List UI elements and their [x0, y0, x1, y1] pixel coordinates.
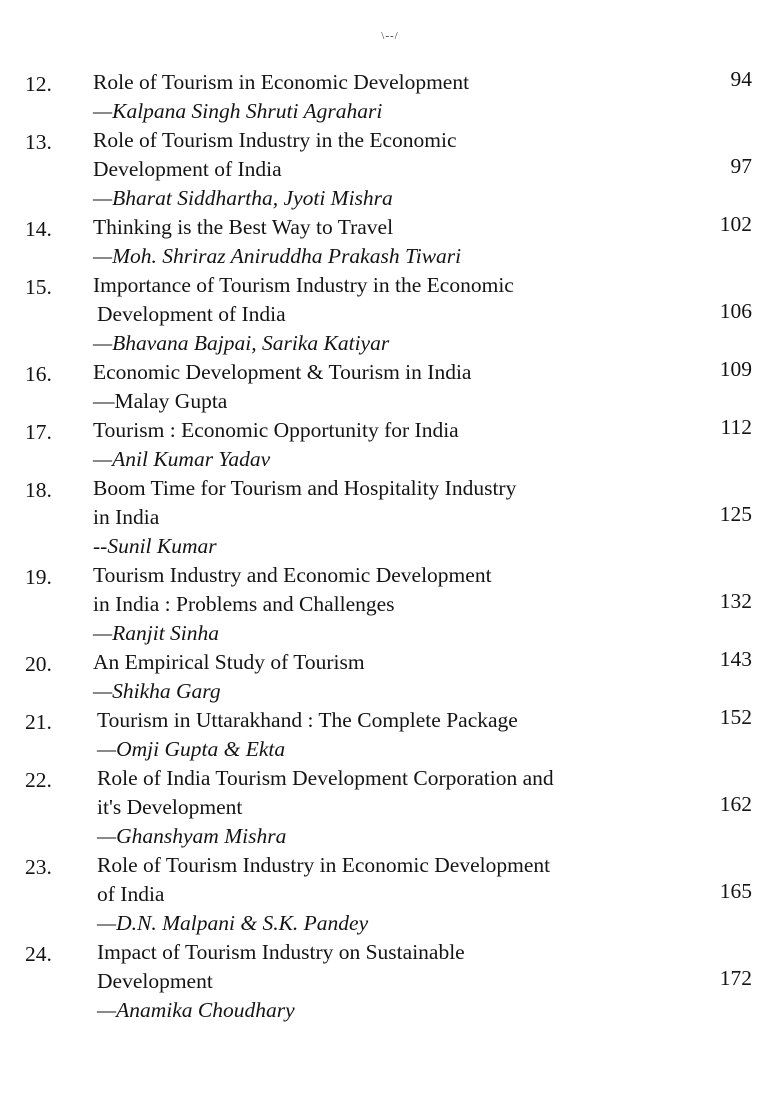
entry-author: —Ghanshyam Mishra: [97, 824, 287, 848]
toc-entry: [0, 561, 780, 648]
entry-page-number: 143: [719, 647, 752, 671]
entry-title-line[interactable]: Tourism : Economic Opportunity for India: [93, 418, 459, 442]
entry-title-line[interactable]: Role of Tourism in Economic Development: [93, 70, 470, 94]
entry-title-line[interactable]: Economic Development & Tourism in India: [93, 360, 472, 384]
toc-entry: [0, 851, 780, 938]
entry-author: —Anil Kumar Yadav: [93, 447, 271, 471]
entry-number: 22.: [25, 768, 52, 792]
entry-title-line[interactable]: Thinking is the Best Way to Travel: [93, 215, 394, 239]
entry-page-number: 152: [719, 705, 752, 729]
toc-entry: [0, 706, 780, 764]
toc-entry: [0, 938, 780, 1025]
toc-entry: [0, 764, 780, 851]
entry-page-number: 112: [720, 415, 752, 439]
entry-title-line[interactable]: Role of Tourism Industry in the Economic: [93, 128, 457, 152]
entry-page-number: 125: [719, 502, 752, 526]
entry-page-number: 97: [730, 154, 752, 178]
entry-title-line[interactable]: it's Development: [97, 795, 243, 819]
entry-number: 24.: [25, 942, 52, 966]
entry-number: 17.: [25, 420, 52, 444]
entry-title-line[interactable]: Impact of Tourism Industry on Sustainable: [97, 940, 465, 964]
entry-number: 14.: [25, 217, 52, 241]
entry-title-line[interactable]: Role of India Tourism Development Corporation and: [97, 766, 554, 790]
entry-page-number: 132: [719, 589, 752, 613]
entry-title-line[interactable]: Development of India: [97, 302, 286, 326]
page-number-mark: \--/: [381, 30, 399, 42]
entry-author: —D.N. Malpani & S.K. Pandey: [97, 911, 369, 935]
entry-page-number: 165: [719, 879, 752, 903]
toc-entry: [0, 213, 780, 271]
toc-entry: [0, 358, 780, 416]
entry-title-line[interactable]: of India: [97, 882, 165, 906]
entry-author: —Omji Gupta & Ekta: [97, 737, 286, 761]
entry-title-line[interactable]: Tourism in Uttarakhand : The Complete Package: [97, 708, 518, 732]
entry-title-line[interactable]: in India: [93, 505, 160, 529]
entry-author: —Shikha Garg: [93, 679, 221, 703]
entry-number: 21.: [25, 710, 52, 734]
entry-title-line[interactable]: Development of India: [93, 157, 282, 181]
toc-entry: [0, 474, 780, 561]
entry-author: --Sunil Kumar: [93, 534, 217, 558]
toc-entry: [0, 126, 780, 213]
entry-number: 20.: [25, 652, 52, 676]
entry-title-line[interactable]: in India : Problems and Challenges: [93, 592, 395, 616]
entry-number: 12.: [25, 72, 52, 96]
entry-author: —Bhavana Bajpai, Sarika Katiyar: [93, 331, 390, 355]
entry-title-line[interactable]: Tourism Industry and Economic Development: [93, 563, 492, 587]
entry-author: —Ranjit Sinha: [93, 621, 220, 645]
entry-title-line[interactable]: Role of Tourism Industry in Economic Development: [97, 853, 551, 877]
entry-page-number: 106: [719, 299, 752, 323]
entry-page-number: 162: [719, 792, 752, 816]
entry-author: —Bharat Siddhartha, Jyoti Mishra: [93, 186, 393, 210]
entry-number: 19.: [25, 565, 52, 589]
entry-title-line[interactable]: Importance of Tourism Industry in the Economic: [93, 273, 514, 297]
entry-title-line[interactable]: An Empirical Study of Tourism: [93, 650, 365, 674]
table-of-contents: [0, 68, 780, 1025]
entry-author: —Moh. Shriraz Aniruddha Prakash Tiwari: [93, 244, 462, 268]
entry-number: 15.: [25, 275, 52, 299]
entry-page-number: 172: [719, 966, 752, 990]
entry-author: —Malay Gupta: [93, 389, 228, 413]
entry-number: 13.: [25, 130, 52, 154]
toc-entry: [0, 416, 780, 474]
toc-entry: [0, 271, 780, 358]
entry-page-number: 109: [719, 357, 752, 381]
entry-number: 18.: [25, 478, 52, 502]
entry-page-number: 94: [730, 67, 752, 91]
entry-page-number: 102: [719, 212, 752, 236]
toc-entry: [0, 68, 780, 126]
entry-title-line[interactable]: Boom Time for Tourism and Hospitality Industry: [93, 476, 517, 500]
entry-author: —Kalpana Singh Shruti Agrahari: [93, 99, 383, 123]
entry-number: 23.: [25, 855, 52, 879]
entry-author: —Anamika Choudhary: [97, 998, 295, 1022]
entry-title-line[interactable]: Development: [97, 969, 213, 993]
toc-entry: [0, 648, 780, 706]
entry-number: 16.: [25, 362, 52, 386]
